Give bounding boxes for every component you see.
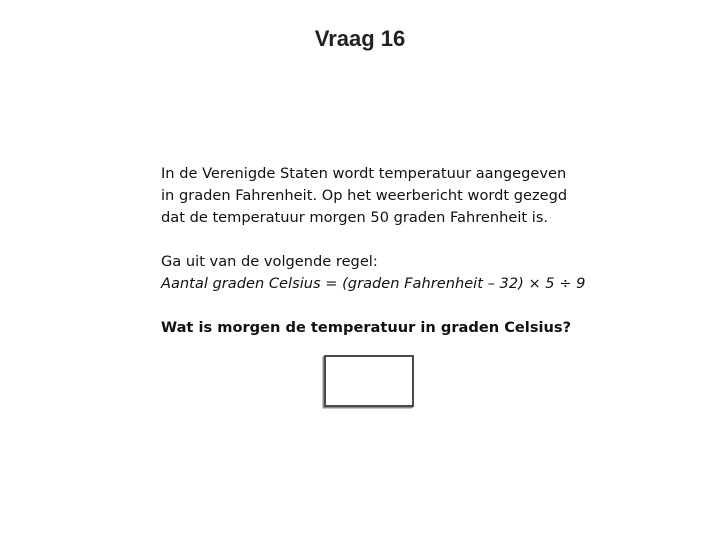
question-text — [161, 163, 611, 339]
intro-line: In de Verenigde Staten wordt temperatuur aangegeven — [161, 165, 567, 182]
question-title: Vraag 16 — [314, 26, 406, 51]
rule-block — [161, 251, 611, 295]
intro-line: in graden Fahrenheit. Op het weerbericht wordt gezegd — [161, 187, 568, 204]
intro-line: dat de temperatuur morgen 50 graden Fahrenheit is. — [161, 209, 549, 226]
rule-label: Ga uit van de volgende regel: — [161, 253, 378, 270]
question-intro — [161, 163, 611, 229]
question-prompt: Wat is morgen de temperatuur in graden Celsius? — [161, 319, 572, 336]
rule-formula: Aantal graden Celsius = (graden Fahrenheit – 32) × 5 ÷ 9 — [161, 275, 586, 292]
answer-input[interactable] — [324, 355, 414, 407]
